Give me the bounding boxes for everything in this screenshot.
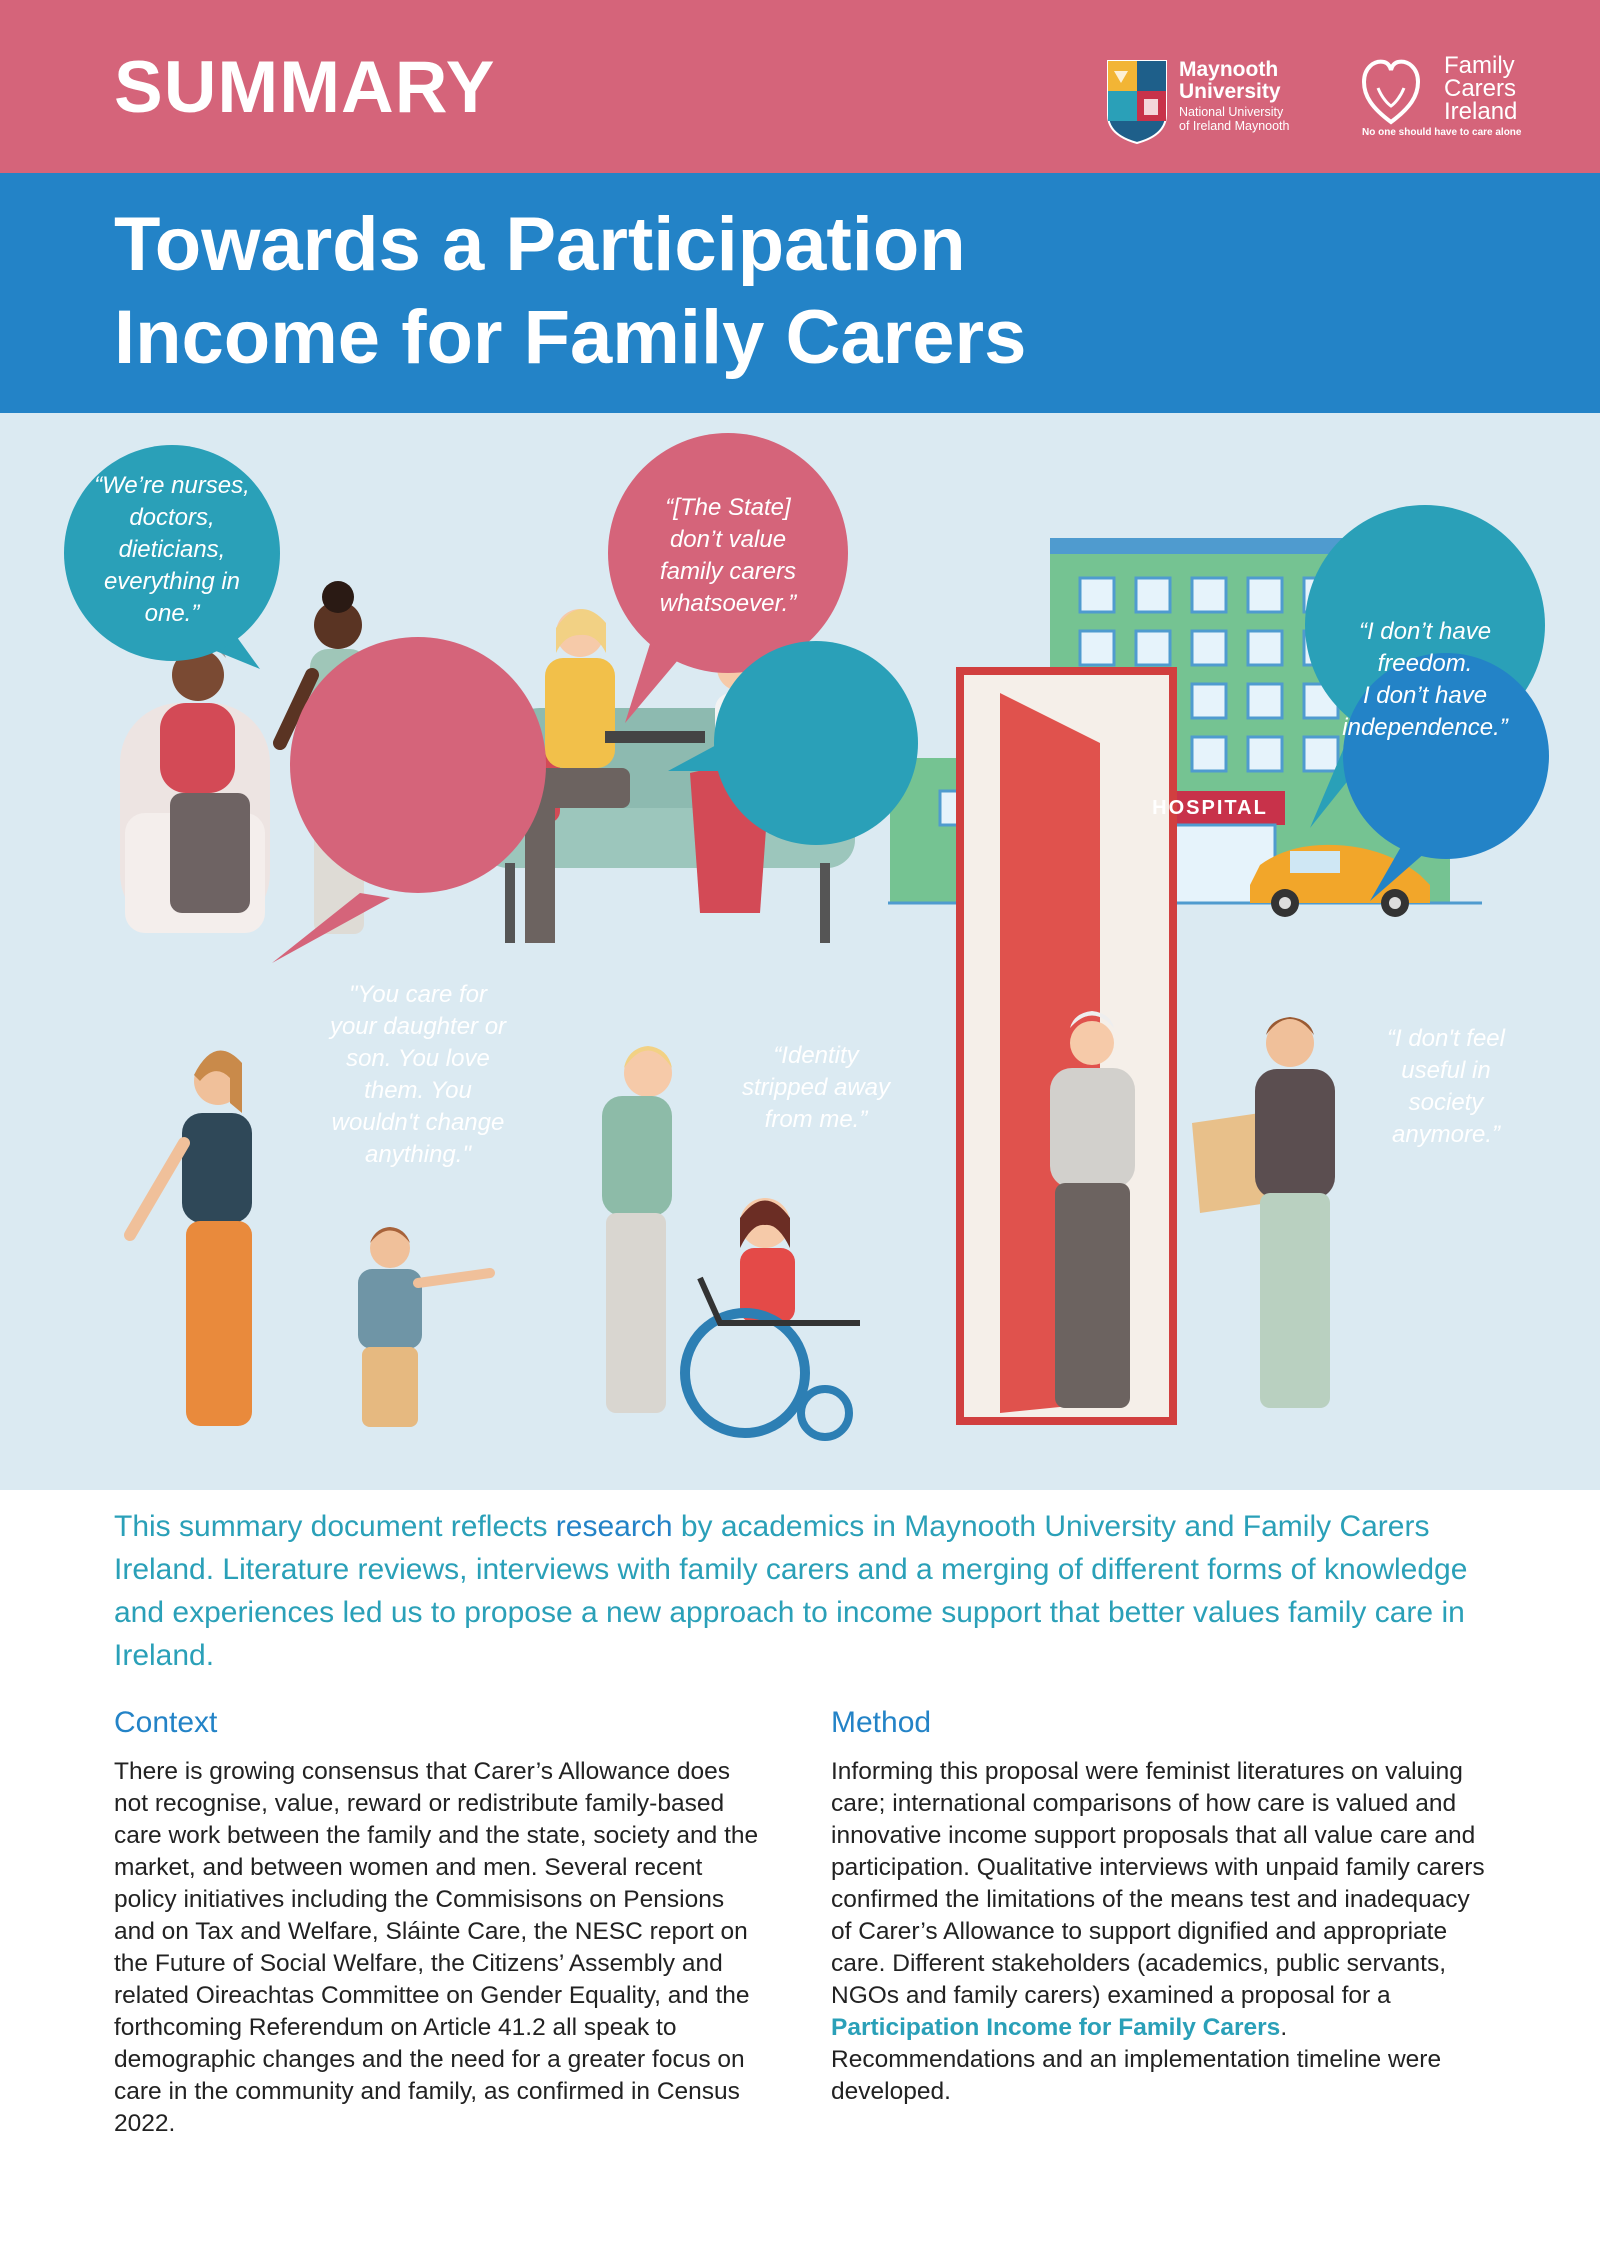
- quote-freedom: “I don’t have freedom. I don’t have independence.”: [1342, 618, 1508, 741]
- family-carers-logo: [1362, 48, 1542, 148]
- context-body: There is growing consensus that Carer’s Allowance does not recognise, value, reward or redistribute family-based care work between the family and the state, society and the market, and between women and men. Several recent policy initiatives including the Commisisons on Pensions and on Tax and Welfare, Sláinte Care, the NESC report on the Future of Social Welfare, the Citizens’ Assembly and related Oireachtas Committee on Gender Equality, and the forthcoming Referendum on Article 41.2 all speak to demographic changes and the need for a greater focus on care in the community and family, as confirmed in Census 2022.: [114, 1758, 759, 2137]
- context-heading: Context: [114, 1706, 218, 1739]
- quote-nurses: “We’re nurses, doctors, dieticians, everything in one.”: [94, 472, 250, 627]
- quote-daughter-son: "You care for your daughter or son. You love them. You wouldn't change anything.": [329, 981, 507, 1168]
- title-line1: Towards a Participation: [114, 202, 966, 287]
- participation-income-highlight: Participation Income for Family Carers: [831, 2014, 1281, 2041]
- maynooth-sub-line1: National University: [1179, 105, 1284, 119]
- fc-name-line2: Carers: [1444, 75, 1517, 102]
- fc-tagline: No one should have to care alone: [1362, 127, 1522, 138]
- intro-text-after: by academics in Maynooth University and Family Carers Ireland. Literature reviews, interviews with family carers and a merging of different forms of knowledge and experiences led us to propose a new approach to income support that better values family care in Ireland.: [114, 1510, 1468, 1672]
- method-body: [831, 1756, 1491, 2108]
- maynooth-logo: [1106, 55, 1326, 150]
- maynooth-crest-icon: [1106, 59, 1168, 145]
- maynooth-sub-line2: of Ireland Maynooth: [1179, 119, 1290, 133]
- method-heading: Method: [831, 1706, 932, 1739]
- summary-label: SUMMARY: [114, 47, 496, 128]
- maynooth-name-line2: University: [1179, 80, 1281, 103]
- research-link[interactable]: research: [555, 1510, 673, 1543]
- fc-name-line1: Family: [1444, 52, 1515, 79]
- intro-paragraph: [114, 1505, 1514, 1677]
- illustration-panel: [0, 413, 1600, 1490]
- hospital-sign-text: HOSPITAL: [1152, 797, 1268, 819]
- quote-useful: “I don't feel useful in society anymore.”: [1387, 1025, 1505, 1148]
- heart-hands-icon: [1362, 52, 1420, 130]
- maynooth-name-line1: Maynooth: [1179, 58, 1279, 81]
- method-text-after: . Recommendations and an implementation timeline were developed.: [831, 2014, 1442, 2105]
- title-line2: Income for Family Carers: [114, 295, 1027, 380]
- quote-identity: “Identity stripped away from me.”: [741, 1042, 891, 1133]
- quote-state: “[The State] don’t value family carers whatsoever.”: [659, 494, 797, 617]
- method-text-before: Informing this proposal were feminist literatures on valuing care; international comparisons of how care is valued and innovative income support proposals that all value care and participation. Qualitative interviews with unpaid family carers confirmed the limitations of the means test and inadequacy of Carer’s Allowance to support dignified and appropriate care. Different stakeholders (academics, public servants, NGOs and family carers) examined a proposal for a: [831, 1758, 1485, 2009]
- intro-text-before: This summary document reflects: [114, 1510, 556, 1543]
- fc-name-line3: Ireland: [1444, 98, 1518, 125]
- page-title: [114, 198, 1026, 384]
